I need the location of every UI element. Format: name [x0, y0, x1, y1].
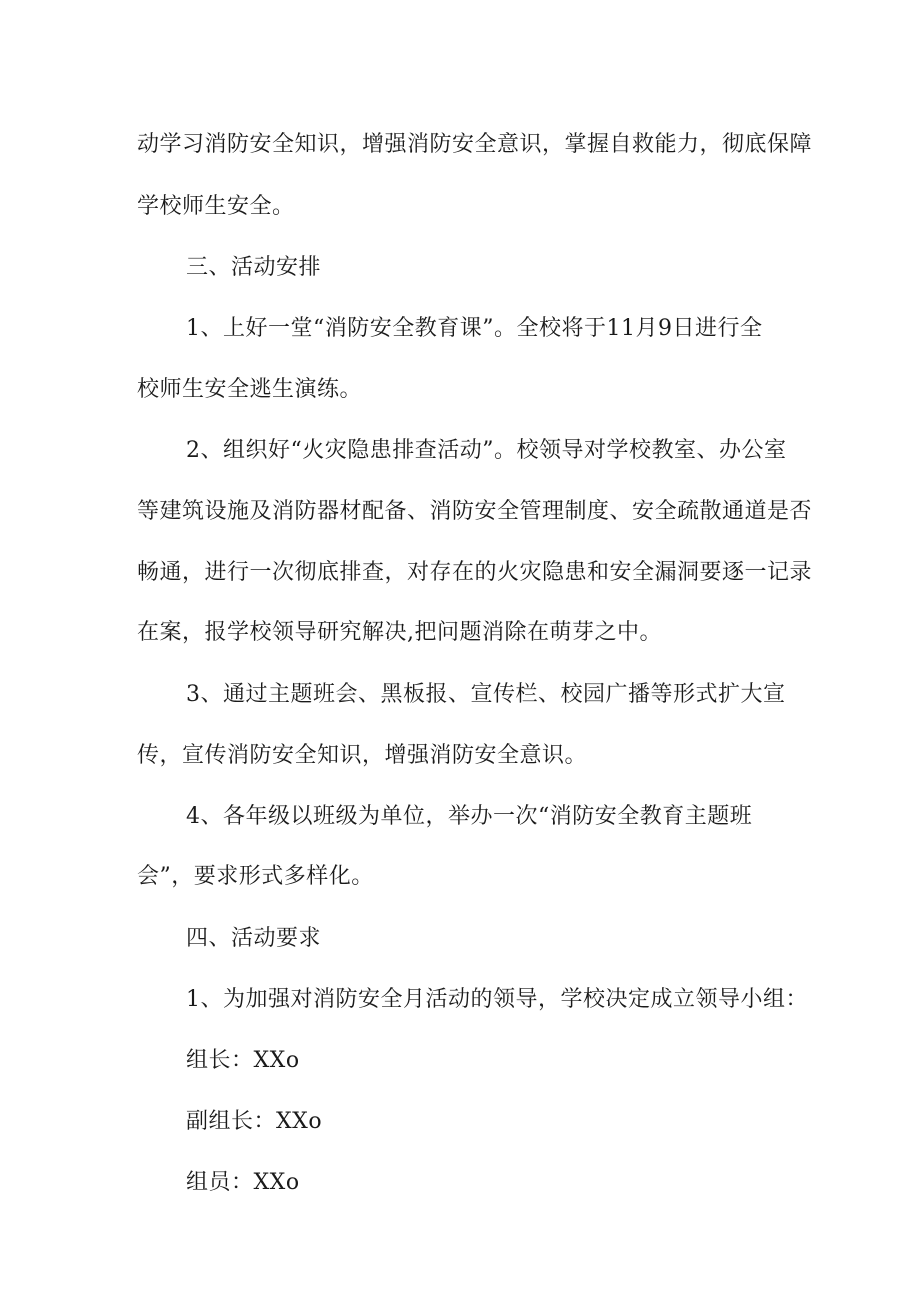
- section-heading-activity-requirements: 四、活动要求: [186, 926, 322, 951]
- body-text-line: 3、通过主题班会、黑板报、宣传栏、校园广播等形式扩大宣: [186, 682, 786, 707]
- group-leader-line: 组长：XXo: [186, 1048, 300, 1073]
- body-text-line: 学校师生安全。: [137, 194, 295, 219]
- deputy-leader-line: 副组长：XXo: [186, 1109, 323, 1134]
- body-text-line: 1、为加强对消防安全月活动的领导，学校决定成立领导小组：: [186, 987, 808, 1012]
- body-text-line: 2、组织好“火灾隐患排查活动”。校领导对学校教室、办公室: [186, 438, 787, 463]
- body-text-line: 在案，报学校领导研究解决,把问题消除在萌芽之中。: [137, 620, 662, 645]
- body-text-line: 传，宣传消防安全知识，增强消防安全意识。: [137, 743, 588, 768]
- body-text-line: 1、上好一堂“消防安全教育课”。全校将于11月9日进行全: [186, 316, 763, 341]
- group-member-line: 组员：XXo: [186, 1170, 300, 1195]
- section-heading-activity-arrangement: 三、活动安排: [186, 255, 322, 280]
- body-text-line: 等建筑设施及消防器材配备、消防安全管理制度、安全疏散通道是否: [137, 499, 813, 524]
- body-text-line: 畅通，进行一次彻底排查，对存在的火灾隐患和安全漏洞要逐一记录: [137, 560, 813, 585]
- body-text-line: 校师生安全逃生演练。: [137, 377, 363, 402]
- body-text-line: 会”，要求形式多样化。: [137, 864, 374, 889]
- body-text-line: 4、各年级以班级为单位，举办一次“消防安全教育主题班: [186, 804, 753, 829]
- body-text-line: 动学习消防安全知识，增强消防安全意识，掌握自救能力，彻底保障: [137, 132, 813, 157]
